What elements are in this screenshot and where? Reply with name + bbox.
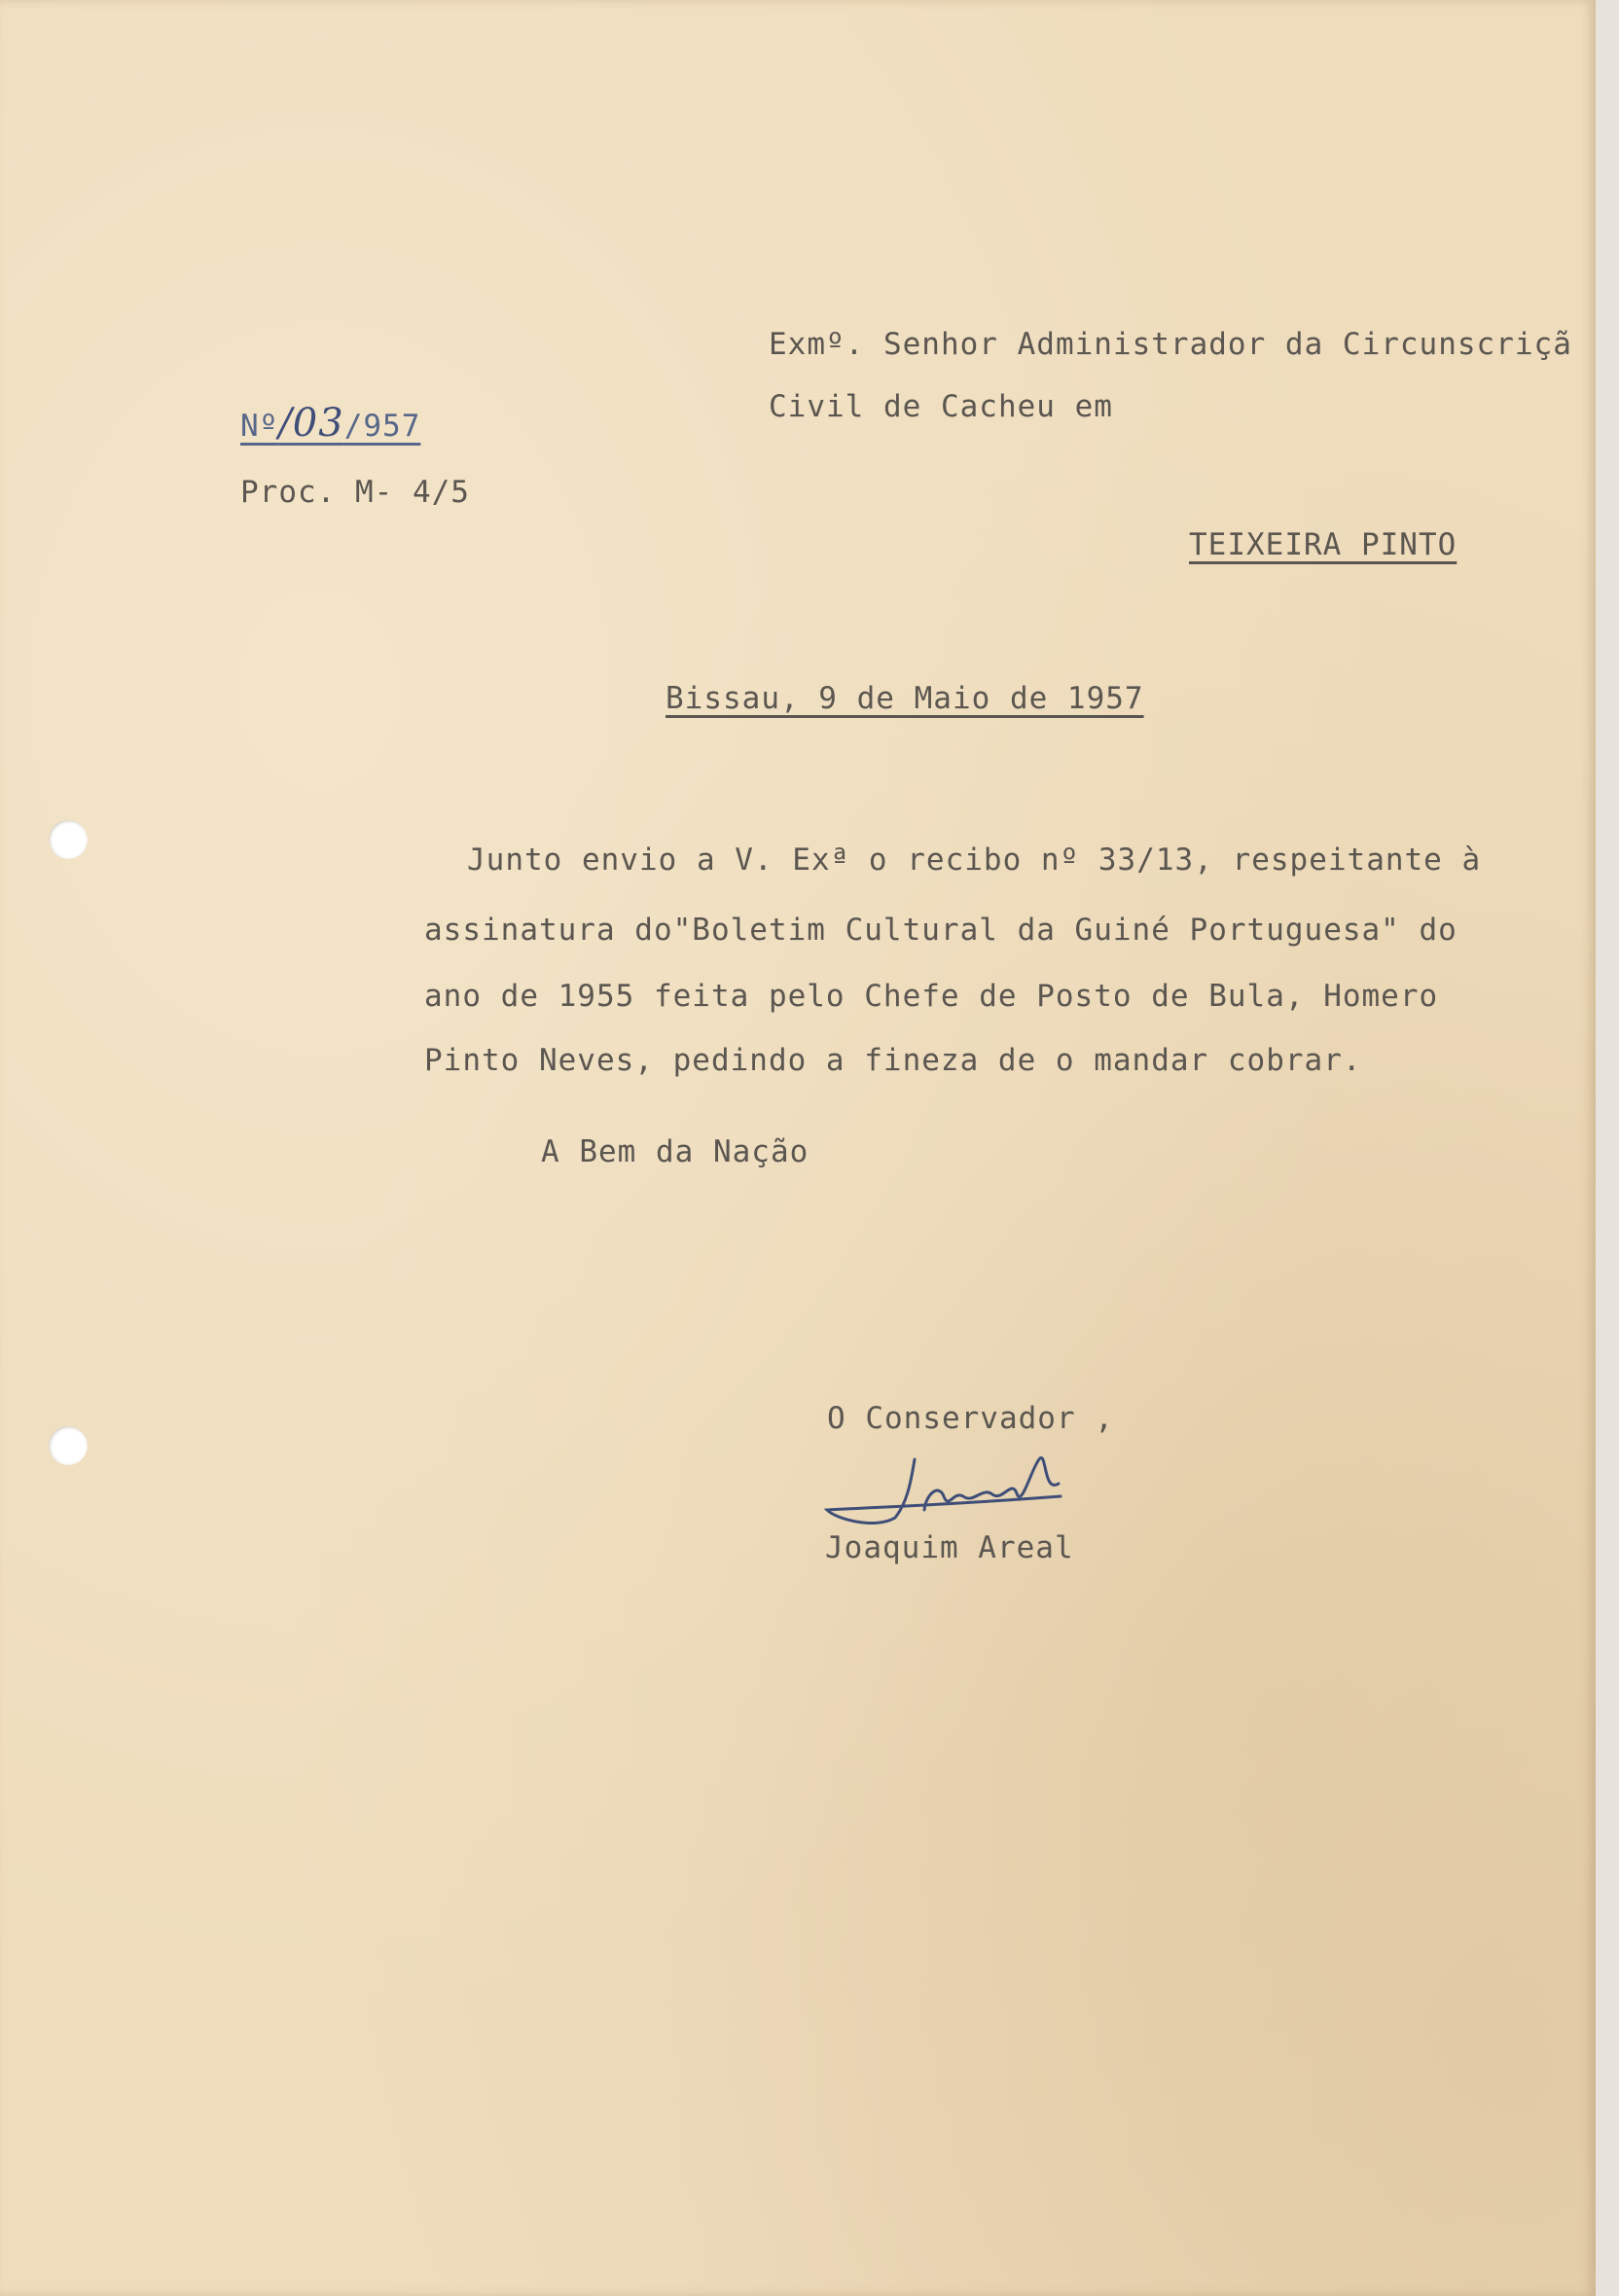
body-line-2: assinatura do"Boletim Cultural da Guiné Portuguesa" do — [424, 913, 1457, 948]
body-line-4: Pinto Neves, pedindo a fineza de o mandar cobrar. — [424, 1043, 1362, 1078]
reference-number — [240, 401, 420, 446]
body-line-3: ano de 1955 feita pelo Chefe de Posto de Bula, Homero — [424, 979, 1439, 1014]
reference-number-handwritten: /03 — [278, 401, 344, 446]
signoff-title: O Conservador , — [827, 1401, 1114, 1436]
scan-background-strip — [1596, 0, 1619, 2296]
destination-place: TEIXEIRA PINTO — [1189, 527, 1457, 562]
reference-number-prefix: Nº — [240, 409, 279, 444]
punch-hole-bottom — [49, 1426, 88, 1465]
addressee-line-1: Exmº. Senhor Administrador da Circunscriçã — [769, 327, 1572, 362]
closing-salutation: A Bem da Nação — [541, 1134, 810, 1169]
reference-year: /957 — [343, 409, 421, 444]
punch-hole-top — [49, 820, 88, 859]
body-line-1: Junto envio a V. Exª o recibo nº 33/13, respeitante à — [467, 843, 1482, 878]
dateline: Bissau, 9 de Maio de 1957 — [666, 681, 1144, 716]
addressee-line-2: Civil de Cacheu em — [769, 389, 1113, 424]
signatory-name: Joaquim Areal — [825, 1530, 1074, 1565]
process-reference: Proc. M- 4/5 — [240, 475, 470, 510]
